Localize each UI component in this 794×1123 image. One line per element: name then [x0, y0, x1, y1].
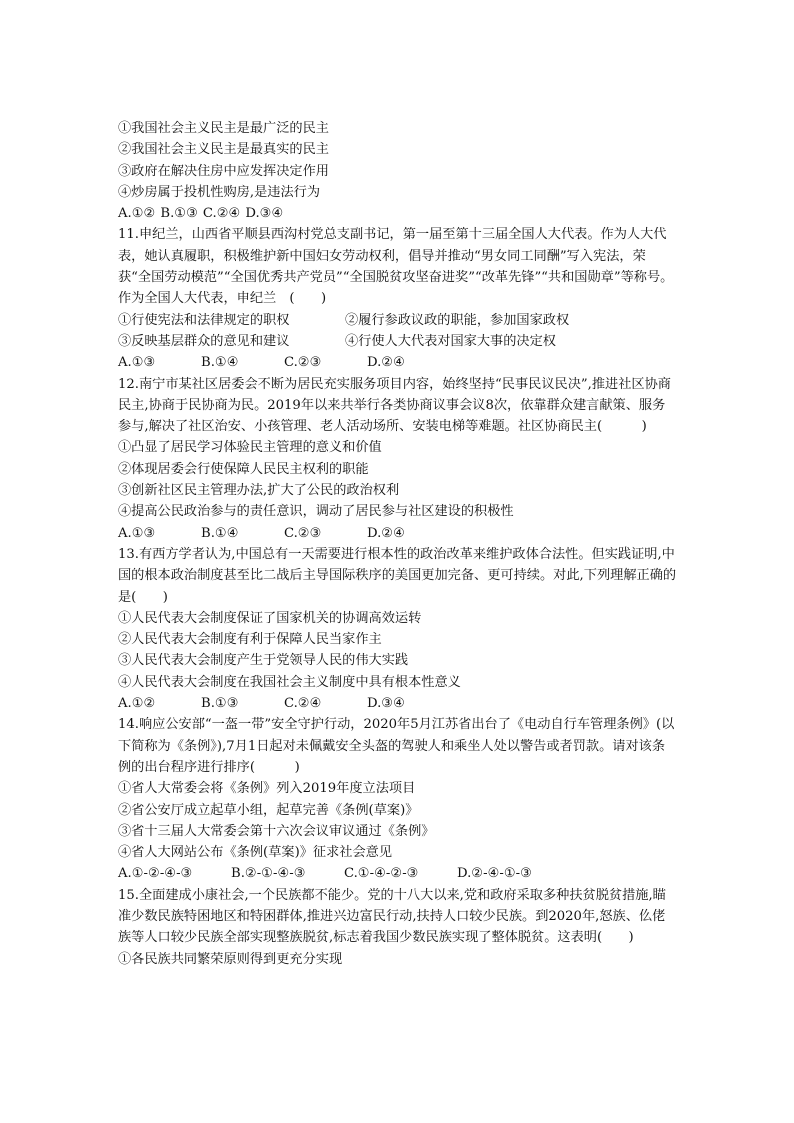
q12-option-d: D.②④: [367, 525, 405, 541]
q10-item-2: ②我国社会主义民主是最真实的民主: [118, 142, 329, 158]
q11-stem: 11.申纪兰，山西省平顺县西沟村党总支副书记，第一届至第十三届全国人大代表。作为人大代表，她认真履职，积极维护新中国妇女劳动权利，倡导并推动“男女同工同酬”写入宪法，荣获“全国劳动模范”“全国优秀共产党员”“全国脱贫攻坚奋进奖”“改革先锋”“共和国勋章”等称号。作为全国人大代表，申纪兰 ( ): [118, 227, 674, 307]
q11-item-1: ①行使宪法和法律规定的职权: [118, 312, 290, 328]
q12-options: [118, 523, 678, 544]
q14-option-a: A.①-②-④-③: [118, 866, 193, 882]
q14-item-1: ①省人大常委会将《条例》列入2019年度立法项目: [118, 781, 416, 797]
q15-item-1: ①各民族共同繁荣原则得到更充分实现: [118, 951, 343, 967]
q14-option-c: C.①-④-②-③: [344, 866, 419, 882]
q10-option-c: C.②④: [202, 206, 241, 222]
q14-stem: 14.响应公安部“一盔一带”安全守护行动，2020年5月江苏省出台了《电动自行车管理条例》(以下简称为《条例》),7月1日起对未佩戴安全头盔的驾驶人和乘坐人处以警告或者罚款。请对该条例的出台程序进行排序( ): [118, 717, 675, 775]
q12-option-b: B.①④: [201, 525, 239, 541]
q12-item-3: ③创新社区民主管理办法,扩大了公民的政治权利: [118, 483, 400, 499]
q15-stem: 15.全面建成小康社会,一个民族都不能少。党的十八大以来,党和政府采取多种扶贫脱贫措施,瞄准少数民族特困地区和特困群体,推进兴边富民行动,扶持人口较少民族。到2020年,怒族、仫佬族等人口较少民族全部实现整族脱贫,标志着我国少数民族实现了整体脱贫。这表明( ): [118, 887, 666, 946]
q10-option-a: A.①②: [118, 206, 156, 222]
q11-option-c: C.②③: [284, 355, 322, 371]
q13-item-4: ④人民代表大会制度在我国社会主义制度中具有根本性意义: [118, 674, 461, 690]
q12-item-2: ②体现居委会行使保障人民民主权利的职能: [118, 461, 369, 477]
q13-option-b: B.①③: [201, 696, 239, 712]
q11-item-3: ③反映基层群众的意见和建议: [118, 333, 290, 349]
q10-option-b: B.①③: [160, 206, 198, 222]
q10-option-d: D.③④: [245, 206, 284, 222]
q11-item-2: ②履行参政议政的职能，参加国家政权: [345, 312, 570, 328]
q10-item-3: ③政府在解决住房中应发挥决定作用: [118, 163, 329, 179]
q11-items-row-1: [118, 310, 678, 331]
q10-options: [118, 203, 678, 224]
q13-option-a: A.①②: [118, 696, 156, 712]
q14-item-2: ②省公安厅成立起草小组，起草完善《条例(草案)》: [118, 802, 419, 818]
q14-item-3: ③省十三届人大常委会第十六次会议审议通过《条例》: [118, 823, 435, 839]
q12-item-4: ④提高公民政治参与的责任意识，调动了居民参与社区建设的积极性: [118, 504, 514, 520]
q14-option-d: D.②-④-①-③: [457, 866, 532, 882]
q13-item-3: ③人民代表大会制度产生于党领导人民的伟大实践: [118, 653, 409, 669]
q12-option-c: C.②③: [284, 525, 322, 541]
q14-option-b: B.②-①-④-③: [231, 866, 306, 882]
q13-options: [118, 693, 678, 714]
q13-option-d: D.③④: [367, 696, 405, 712]
q10-item-4: ④炒房属于投机性购房,是违法行为: [118, 184, 321, 200]
q13-stem: 13.有西方学者认为,中国总有一天需要进行根本性的政治改革来维护政体合法性。但实践证明,中国的根本政治制度甚至比二战后主导国际秩序的美国更加完备、更可持续。对此,下列理解正确的是( ): [118, 546, 677, 605]
q12-item-1: ①凸显了居民学习体验民主管理的意义和价值: [118, 440, 382, 456]
q11-option-a: A.①③: [118, 355, 156, 371]
q11-option-d: D.②④: [367, 355, 405, 371]
q12-stem: 12.南宁市某社区居委会不断为居民充实服务项目内容，始终坚持“民事民议民决”,推进社区协商民主,协商于民协商为民。2019年以来共举行各类协商议事会议8次，依靠群众建言献策、服务参与,解决了社区治安、小孩管理、老人活动场所、安装电梯等难题。社区协商民主( ): [118, 376, 671, 435]
q13-item-2: ②人民代表大会制度有利于保障人民当家作主: [118, 632, 382, 648]
q11-items-row-2: [118, 331, 678, 352]
q11-item-4: ④行使人大代表对国家大事的决定权: [345, 333, 556, 349]
q12-option-a: A.①③: [118, 525, 156, 541]
q10-item-1: ①我国社会主义民主是最广泛的民主: [118, 121, 329, 136]
q14-item-4: ④省人大网站公布《条例(草案)》征求社会意见: [118, 845, 393, 861]
q14-options: [118, 863, 678, 884]
q11-options: [118, 352, 678, 373]
q13-item-1: ①人民代表大会制度保证了国家机关的协调高效运转: [118, 610, 422, 626]
exam-page: [118, 118, 678, 970]
q13-option-c: C.②④: [284, 696, 322, 712]
q11-option-b: B.①④: [201, 355, 239, 371]
